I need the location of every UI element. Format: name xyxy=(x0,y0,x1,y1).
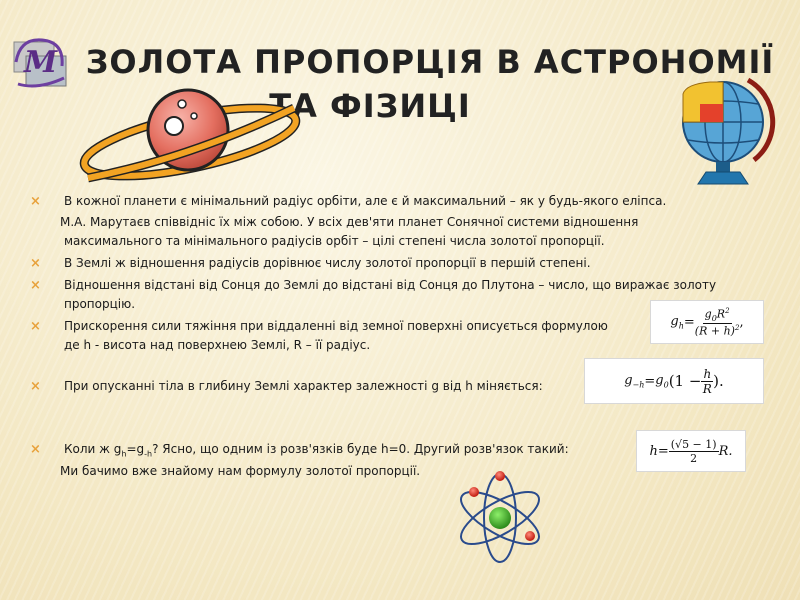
f1-denominator: $(R + h)^2$ xyxy=(694,323,740,338)
saturn-icon xyxy=(78,80,308,200)
f3-denominator: 2 xyxy=(690,451,698,465)
bullet-marker: × xyxy=(30,278,41,293)
text-line-3: максимального та мінімального радіусів орбіт – цілі степені числа золотої пропорції. xyxy=(64,234,605,248)
bullet-marker: × xyxy=(30,442,41,457)
f3-eq: = xyxy=(657,443,669,459)
f3-fraction xyxy=(669,438,719,465)
f2-denominator: R xyxy=(702,381,712,396)
f3-numerator: (√5 − 1) xyxy=(670,437,717,451)
title-line-2: ТА ФІЗИЦІ xyxy=(269,87,471,125)
bullet-marker: × xyxy=(30,194,41,209)
text-line-10-prefix: Коли ж g xyxy=(64,442,122,456)
atom-icon xyxy=(452,466,548,566)
f2-fraction xyxy=(701,367,713,396)
bullet-marker: × xyxy=(30,319,41,334)
f1-tail: , xyxy=(739,314,744,330)
f1-fraction xyxy=(695,307,740,338)
text-line-10-sub1: h xyxy=(121,449,127,459)
f2-close: ). xyxy=(713,372,724,390)
f2-lhs: $g_{-h}$ xyxy=(624,372,645,390)
text-line-10 xyxy=(64,441,569,462)
globe-icon xyxy=(668,72,778,194)
f3-tail: R. xyxy=(718,443,733,459)
formula-gravity-height xyxy=(650,300,764,344)
f2-g0: $g_0$ xyxy=(655,372,669,390)
text-line-10-suffix: ? Ясно, що одним із розв'язків буде h=0. Другий розв'язок такий: xyxy=(152,442,569,456)
text-line-2: М.А. Марутаєв співвідніс їх між собою. У всіх дев'яти планет Сонячної системи відношення xyxy=(60,215,639,229)
text-line-1: В кожної планети є мінімальний радіус орбіти, але є й максимальний – як у будь-якого еліпса. xyxy=(64,194,667,208)
f1-eq: = xyxy=(683,314,695,330)
text-line-8: де h - висота над поверхнею Землі, R – її радіус. xyxy=(64,338,371,352)
f2-eq: = xyxy=(644,373,656,389)
text-line-5: Відношення відстані від Сонця до Землі до відстані від Сонця до Плутона – число, що виражає золоту xyxy=(64,278,717,292)
text-line-4: В Землі ж відношення радіусів дорівнює числу золотої пропорції в першій степені. xyxy=(64,256,591,270)
f2-numerator: h xyxy=(703,366,712,381)
text-line-10-sub2: -h xyxy=(144,449,153,459)
f2-open: (1 − xyxy=(668,372,702,390)
text-line-7: Прискорення сили тяжіння при віддаленні від земної поверхні описується формулою xyxy=(64,319,608,333)
formula-gravity-depth xyxy=(584,358,764,404)
logo-letter: M xyxy=(24,45,58,80)
text-line-10-mid: =g xyxy=(126,442,145,456)
f1-lhs: $g_h$ xyxy=(670,313,684,331)
formula-golden-height xyxy=(636,430,746,472)
bullet-marker: × xyxy=(30,379,41,394)
text-line-9: При опусканні тіла в глибину Землі характер залежності g від h міняється: xyxy=(64,379,543,393)
text-line-11: Ми бачимо вже знайому нам формулу золотої пропорції. xyxy=(60,464,421,478)
f3-lhs: h xyxy=(649,443,658,459)
text-line-6: пропорцію. xyxy=(64,297,136,311)
f1-numerator: $g_0R^2$ xyxy=(704,306,730,323)
title-line-1: ЗОЛОТА ПРОПОРЦІЯ В АСТРОНОМІЇ xyxy=(85,43,775,81)
bullet-marker: × xyxy=(30,256,41,271)
